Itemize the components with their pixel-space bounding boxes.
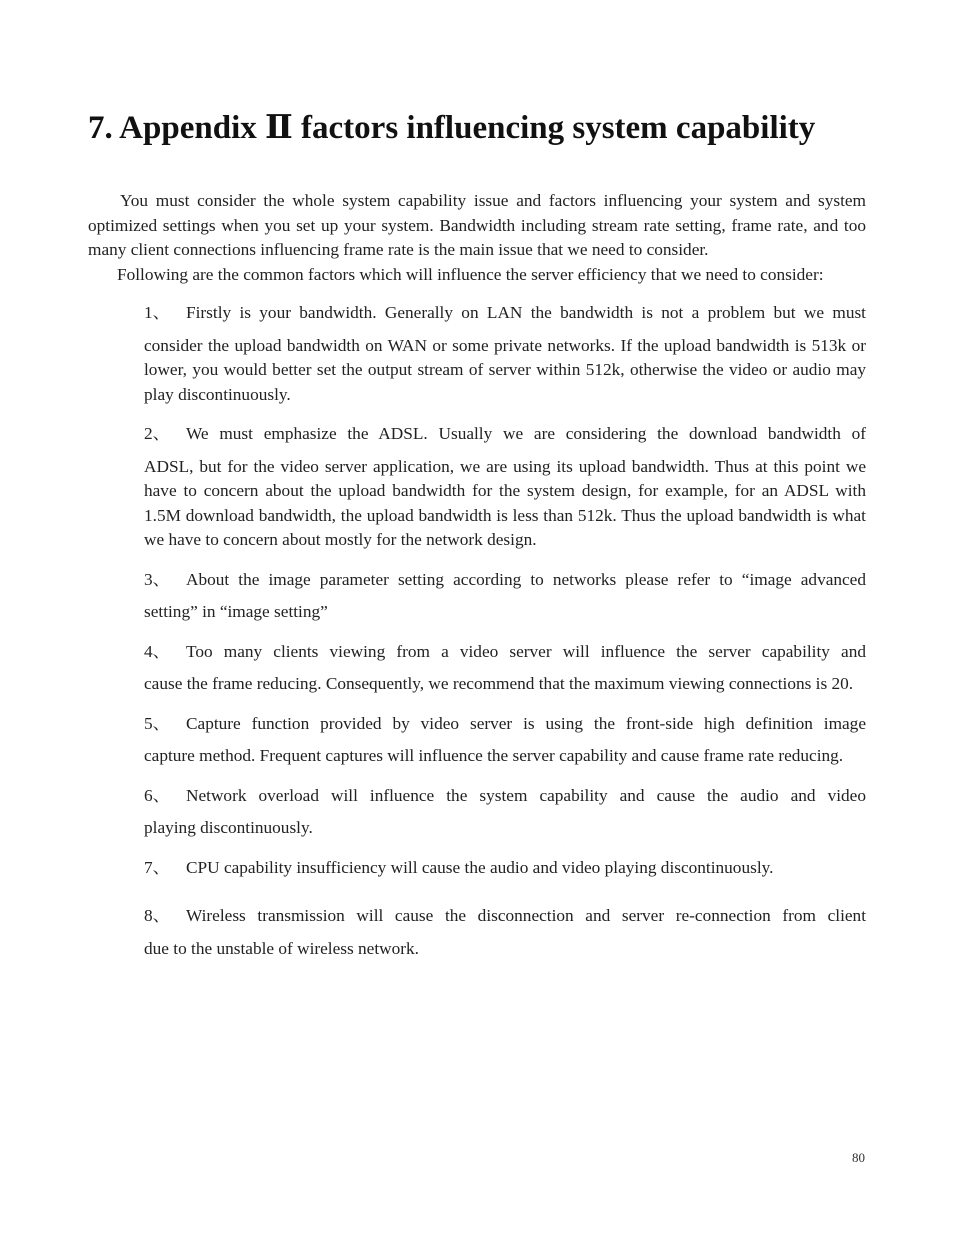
list-item — [144, 301, 866, 407]
list-item-continuation: consider the upload bandwidth on WAN or some private networks. If the upload bandwidth is 513k or lower, you would better set the output stream of server within 512k, otherwise the video or audio may play discontinuously. — [144, 335, 866, 404]
document-page — [88, 108, 866, 976]
list-item-continuation: cause the frame reducing. Consequently, we recommend that the maximum viewing connections is 20. — [144, 674, 854, 693]
list-item-text: Network overload will influence the system capability and cause the audio and video — [186, 785, 866, 805]
list-item-continuation: playing discontinuously. — [144, 818, 313, 837]
list-item-text: CPU capability insufficiency will cause the audio and video playing discontinuously. — [186, 857, 774, 877]
list-item-number: 5、 — [144, 713, 170, 733]
list-item-continuation: setting” in “image setting” — [144, 602, 328, 621]
list-item-number: 4、 — [144, 641, 170, 661]
page-number: 80 — [852, 1150, 865, 1165]
list-item-continuation: ADSL, but for the video server application, we are using its upload bandwidth. Thus at this point we have to concern about the upload bandwidth for the system design, for example, for an ADSL with 1.5M download bandwidth, the upload bandwidth is less than 512k. Thus the upload bandwidth is what we have to concern about mostly for the network design. — [144, 456, 866, 549]
intro-section — [88, 189, 866, 287]
list-item — [144, 568, 866, 625]
list-item — [144, 640, 866, 697]
list-item-number: 1、 — [144, 303, 170, 322]
page-title: 7. Appendix Ⅱ factors influencing system capability — [88, 110, 816, 146]
intro-paragraph: You must consider the whole system capability issue and factors influencing your system and system optimized settings when you set up your system. Bandwidth including stream rate setting, frame rate, and too many client connections influencing frame rate is the main issue that we need to consider. — [88, 191, 866, 259]
list-item-number: 2、 — [144, 424, 170, 443]
list-item-number: 7、 — [144, 857, 170, 877]
list-item-number: 6、 — [144, 785, 170, 805]
intro-paragraph: Following are the common factors which will influence the server efficiency that we need to consider: — [117, 264, 824, 284]
list-item-text: Too many clients viewing from a video server will influence the server capability and — [186, 641, 866, 661]
list-item-text: Wireless transmission will cause the disconnection and server re-connection from client — [186, 906, 866, 925]
factor-list — [144, 301, 866, 961]
list-item-text: We must emphasize the ADSL. Usually we are considering the download bandwidth of — [186, 424, 866, 443]
list-item-number: 3、 — [144, 569, 170, 589]
list-item — [144, 856, 866, 881]
list-item-text: Firstly is your bandwidth. Generally on LAN the bandwidth is not a problem but we must — [186, 303, 866, 322]
list-item-continuation: due to the unstable of wireless network. — [144, 938, 419, 958]
list-item-number: 8、 — [144, 906, 170, 925]
list-item-text: About the image parameter setting according to networks please refer to “image advanced — [186, 569, 866, 589]
list-item — [144, 904, 866, 961]
list-item — [144, 422, 866, 553]
list-item-text: Capture function provided by video server is using the front-side high definition image — [186, 713, 866, 733]
list-item — [144, 712, 866, 769]
list-item-continuation: capture method. Frequent captures will influence the server capability and cause frame rate reducing. — [144, 746, 844, 765]
list-item — [144, 784, 866, 841]
